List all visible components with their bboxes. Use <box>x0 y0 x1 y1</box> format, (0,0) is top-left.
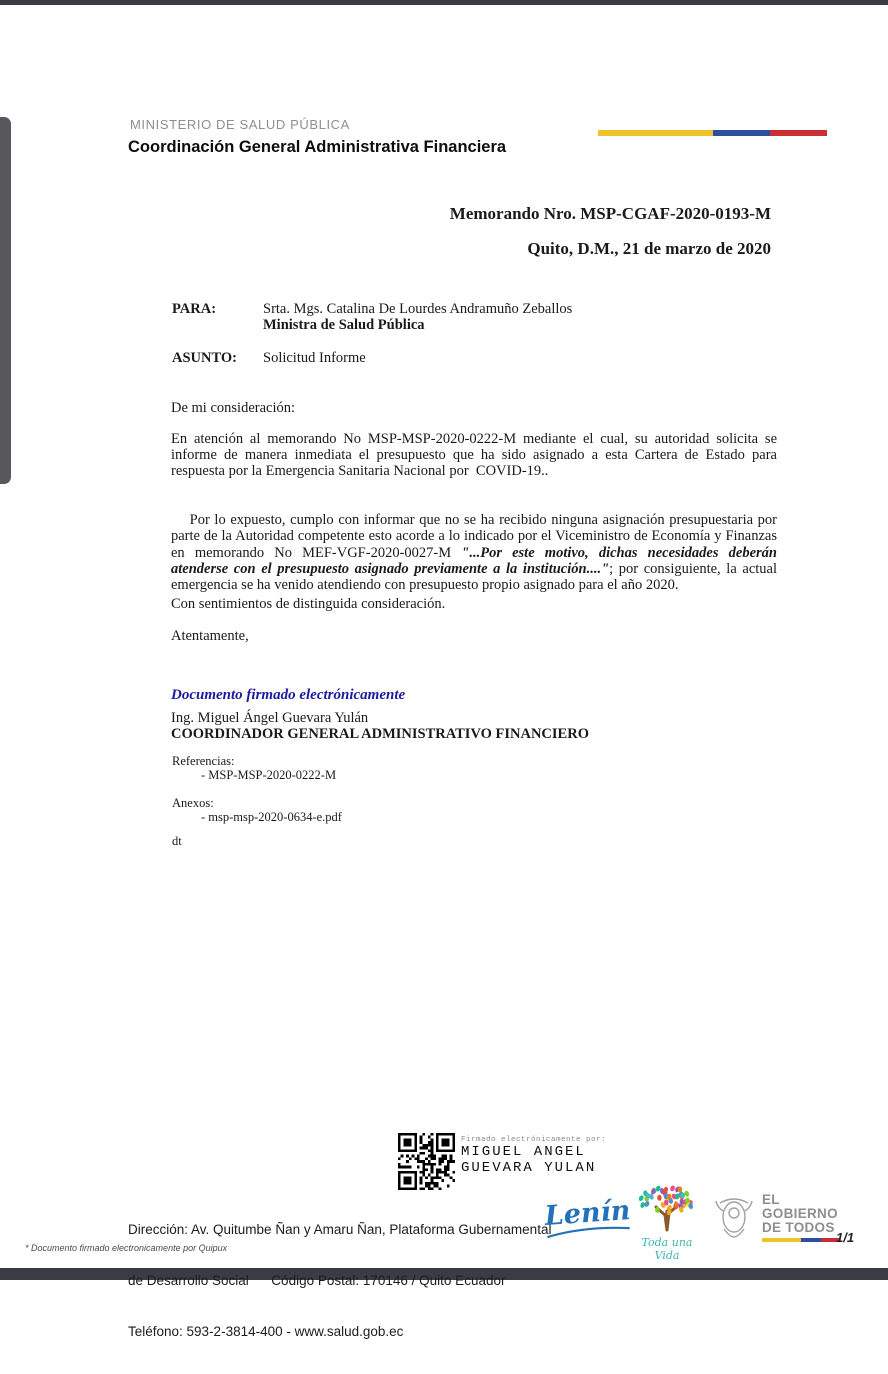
page-number: 1/1 <box>836 1230 855 1245</box>
lenin-logo <box>544 1195 632 1240</box>
stamp-text-block <box>461 1136 606 1176</box>
closing-sentence: Con sentimientos de distinguida consideración. <box>171 596 446 612</box>
farewell: Atentamente, <box>171 628 249 644</box>
drafter-initials: dt <box>172 834 182 848</box>
body-paragraph-2-tail: ; por consiguiente, la actual emergencia se ha venido atendiendo con presupuesto propio asignado para el año 2020. <box>171 560 781 594</box>
flag-blue-band <box>713 130 770 136</box>
body-paragraph-2-lead: Por lo expuesto, cumplo con informar que no se ha recibido ninguna asignación presupuestaria por parte de la Autoridad competente esto acorde a lo indicado por el Viceministro de Economía y Finanzas en memorando No MEF-VGF-2020-0027-M <box>171 512 781 561</box>
asunto-label: ASUNTO: <box>172 350 237 366</box>
signer-title: COORDINADOR GENERAL ADMINISTRATIVO FINANCIERO <box>171 726 589 742</box>
flag-red-band <box>770 130 827 136</box>
stamp-name-line1: MIGUEL ANGEL <box>461 1144 586 1160</box>
gobierno-flag-stripe <box>762 1238 840 1242</box>
asunto-value: Solicitud Informe <box>263 350 366 366</box>
para-label: PARA: <box>172 301 217 317</box>
quipux-footnote: * Documento firmado electronicamente por Quipux <box>25 1243 228 1253</box>
ministry-wordmark: MINISTERIO DE SALUD PÚBLICA <box>130 117 350 132</box>
toda-una-vida-label: Toda una Vida <box>641 1236 693 1262</box>
memo-date: Quito, D.M., 21 de marzo de 2020 <box>527 239 771 258</box>
body-paragraph-1: En atención al memorando No MSP-MSP-2020-0222-M mediante el cual, su autoridad solicita se informe de manera inmediata el presupuesto que ha sido asignado a esta Cartera de Estado para respuesta por la Emergencia Sanitaria Nacional por COVID-19.. <box>171 431 781 480</box>
electronic-signature-note: Documento firmado electrónicamente <box>171 687 406 703</box>
ecuador-flag-stripe <box>598 130 827 136</box>
department-title: Coordinación General Administrativa Financiera <box>128 138 507 156</box>
scroll-indicator-tab[interactable] <box>0 117 11 484</box>
qr-code <box>398 1133 455 1190</box>
gobierno-word-2: GOBIERNO <box>762 1206 838 1221</box>
address-line-2: de Desarrollo Social Código Postal: 170146 / Quito Ecuador <box>128 1273 506 1288</box>
para-recipient-title: Ministra de Salud Pública <box>263 317 425 333</box>
lenin-logo-text: Lenín <box>543 1195 632 1232</box>
flag-yellow-band <box>598 130 713 136</box>
signed-by-label: Firmado electrónicamente por: <box>461 1136 607 1144</box>
anexo-item: - msp-msp-2020-0634-e.pdf <box>201 810 342 824</box>
body-paragraph-2 <box>171 496 781 609</box>
gobierno-de-todos-logo <box>712 1193 840 1242</box>
signer-name: Ing. Miguel Ángel Guevara Yulán <box>171 710 369 726</box>
gobierno-flag-blue <box>801 1238 821 1242</box>
anexos-label: Anexos: <box>172 796 214 810</box>
para-recipient-name: Srta. Mgs. Catalina De Lourdes Andramuño Zeballos <box>263 301 573 317</box>
toda-una-vida-logo <box>636 1185 698 1262</box>
footer-address <box>128 1187 551 1374</box>
address-line-3: Teléfono: 593-2-3814-400 - www.salud.gob.ec <box>128 1324 404 1339</box>
reference-item: - MSP-MSP-2020-0222-M <box>201 768 337 782</box>
references-label: Referencias: <box>172 754 235 768</box>
gobierno-flag-yellow <box>762 1238 801 1242</box>
gobierno-word-3: DE TODOS <box>762 1220 835 1235</box>
stamp-name-line2: GUEVARA YULAN <box>461 1160 597 1176</box>
salutation: De mi consideración: <box>171 400 296 416</box>
memo-number: Memorando Nro. MSP-CGAF-2020-0193-M <box>449 204 771 223</box>
top-window-bar <box>0 0 888 5</box>
address-line-1: Dirección: Av. Quitumbe Ñan y Amaru Ñan, Plataforma Gubernamental <box>128 1222 552 1237</box>
body-paragraph-2-quote: "...Por este motivo, dichas necesidades deberán atenderse con el presupuesto asignado previamente a la institución...." <box>171 544 781 577</box>
coat-of-arms-icon <box>712 1193 756 1241</box>
gobierno-word-1: EL <box>762 1192 780 1207</box>
